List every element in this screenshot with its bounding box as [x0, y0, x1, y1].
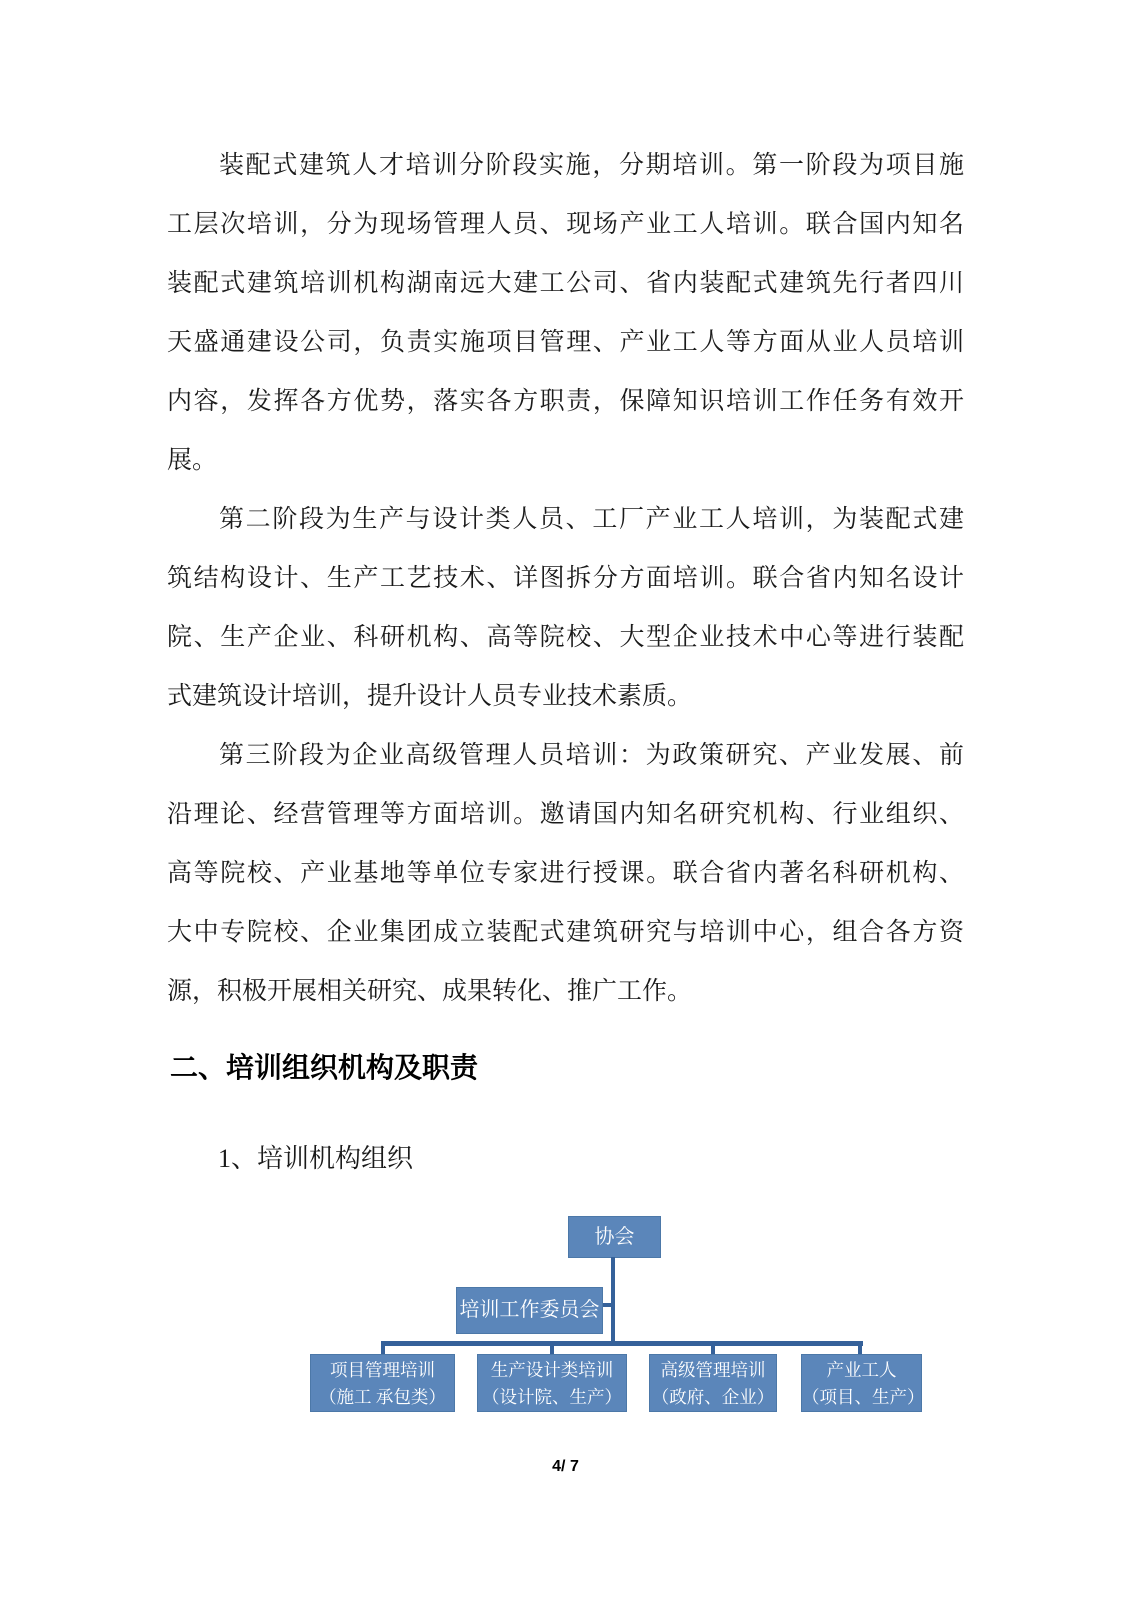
org-chart-box-senior-management: [649, 1354, 777, 1412]
body-line: 沿理论、经营管理等方面培训。邀请国内知名研究机构、行业组织、: [167, 801, 964, 828]
body-line: 院、生产企业、科研机构、高等院校、大型企业技术中心等进行装配: [167, 624, 964, 651]
body-line: 式建筑设计培训，提升设计人员专业技术素质。: [167, 683, 693, 710]
subsection-heading: 1、培训机构组织: [218, 1144, 414, 1173]
connector-horizontal-main: [381, 1341, 863, 1346]
body-line: 装配式建筑培训机构湖南远大建工公司、省内装配式建筑先行者四川: [167, 270, 964, 297]
leaf-subtitle: （项目、生产）: [802, 1387, 925, 1407]
body-line: 天盛通建设公司，负责实施项目管理、产业工人等方面从业人员培训: [167, 329, 964, 356]
leaf-subtitle: （政府、企业）: [651, 1387, 775, 1407]
connector-drop-3: [711, 1345, 715, 1355]
body-line: 源，积极开展相关研究、成果转化、推广工作。: [167, 978, 693, 1005]
body-line: 装配式建筑人才培训分阶段实施，分期培训。第一阶段为项目施: [219, 152, 964, 179]
body-line: 大中专院校、企业集团成立装配式建筑研究与培训中心，组合各方资: [167, 919, 964, 946]
org-chart-box-production-design: [477, 1354, 627, 1412]
org-chart-box-industrial-workers: [801, 1354, 925, 1412]
body-line: 内容，发挥各方优势，落实各方职责，保障知识培训工作任务有效开: [167, 388, 964, 415]
body-line: 第三阶段为企业高级管理人员培训：为政策研究、产业发展、前: [219, 742, 964, 769]
page-number: 4/ 7: [552, 1458, 579, 1475]
section-heading: 二、培训组织机构及职责: [170, 1053, 479, 1084]
body-line: 高等院校、产业基地等单位专家进行授课。联合省内著名科研机构、: [167, 860, 964, 887]
leaf-title: 产业工人: [826, 1360, 897, 1380]
connector-vertical-root: [611, 1257, 615, 1345]
connector-drop-4: [858, 1345, 862, 1355]
connector-stub-committee: [602, 1303, 612, 1307]
org-chart-box-committee: 培训工作委员会: [456, 1287, 603, 1334]
org-chart-box-association: 协会: [568, 1216, 661, 1258]
leaf-title: 生产设计类培训: [490, 1360, 614, 1380]
leaf-subtitle: （设计院、生产）: [482, 1387, 622, 1407]
connector-drop-1: [381, 1345, 385, 1355]
leaf-title: 项目管理培训: [330, 1360, 435, 1380]
leaf-subtitle: （施工 承包类）: [319, 1387, 446, 1407]
body-text: [167, 136, 964, 1021]
body-line: 展。: [167, 447, 218, 474]
org-chart-box-project-management: [310, 1354, 455, 1412]
leaf-title: 高级管理培训: [660, 1360, 766, 1380]
connector-drop-2: [550, 1345, 554, 1355]
body-line: 工层次培训，分为现场管理人员、现场产业工人培训。联合国内知名: [167, 211, 964, 238]
body-line: 第二阶段为生产与设计类人员、工厂产业工人培训，为装配式建: [219, 506, 964, 533]
body-line: 筑结构设计、生产工艺技术、详图拆分方面培训。联合省内知名设计: [167, 565, 964, 592]
